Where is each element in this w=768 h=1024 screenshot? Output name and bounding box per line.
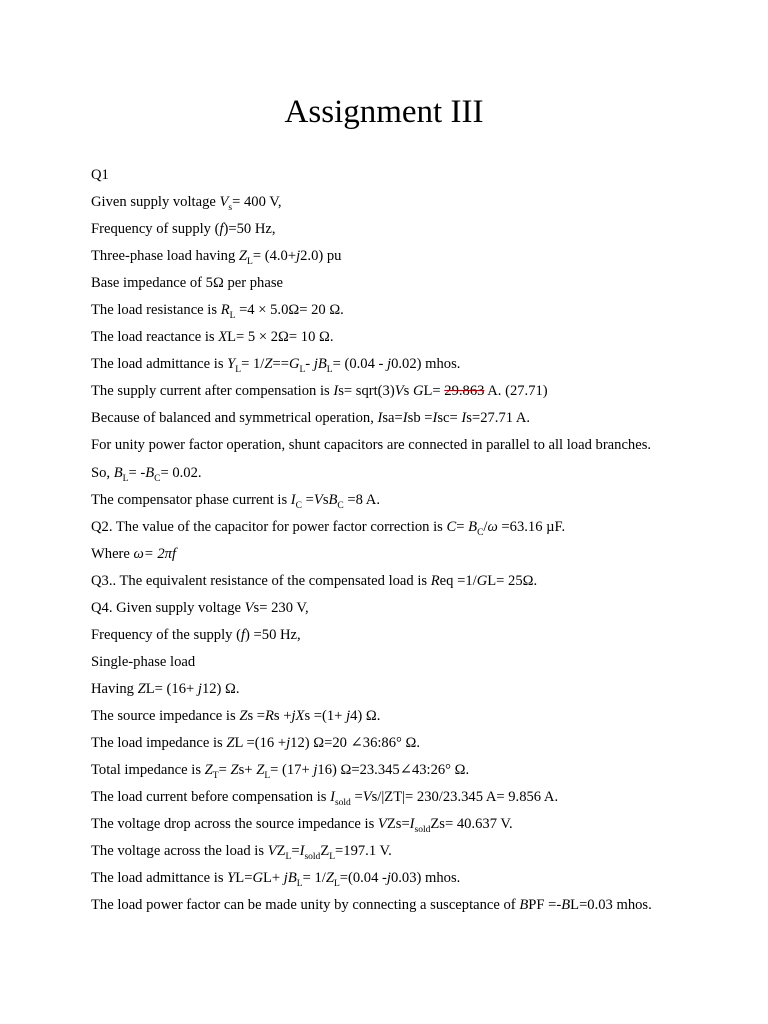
text-segment: L= 25Ω. (487, 572, 538, 589)
text-segment: s (228, 202, 233, 213)
text-segment: V (394, 383, 404, 400)
text-segment: j (197, 680, 202, 697)
text-segment: j (313, 762, 318, 779)
text-segment: The source impedance is (91, 707, 240, 724)
text-line-omega-definition (91, 541, 731, 568)
text-segment: s (322, 491, 329, 508)
text-segment: I (377, 410, 383, 427)
text-segment: V (377, 816, 387, 833)
text-segment: I (432, 410, 438, 427)
text-segment: 12) Ω=20 ∠36:86° Ω. (290, 734, 421, 751)
text-segment: =197.1 V. (335, 843, 392, 860)
text-segment: =8 A. (343, 491, 380, 508)
text-segment: I (290, 491, 296, 508)
text-segment: 16) Ω=23.345∠43:26° Ω. (317, 762, 470, 779)
text-segment: The load current before compensation is (91, 789, 331, 806)
text-segment: s =(1+ (304, 707, 347, 724)
text-segment: Zs= 40.637 V. (430, 816, 513, 833)
text-segment: Q1 (91, 167, 109, 183)
text-segment: Z (137, 680, 146, 697)
text-segment: = (17+ (270, 762, 314, 779)
text-segment: Z (320, 843, 330, 860)
text-segment: = - (128, 464, 146, 481)
text-segment: Z (325, 870, 334, 887)
text-segment: L= (16+ (145, 680, 198, 697)
text-segment: V (219, 194, 229, 211)
text-segment: Q4. Given supply voltage (91, 599, 245, 616)
text-segment: So, (91, 464, 114, 481)
text-segment: Z (276, 843, 286, 860)
text-segment: L= (423, 383, 445, 400)
text-segment: L (247, 257, 253, 268)
text-segment: L (333, 879, 340, 890)
text-segment: f (219, 221, 224, 238)
text-segment: For unity power factor operation, shunt capacitors are connected in parallel to all load branches. (91, 437, 652, 454)
text-segment: L (235, 365, 242, 376)
text-segment: Z (256, 762, 265, 779)
text-segment: 0.02) mhos. (391, 356, 461, 373)
text-segment: = 0.02. (160, 464, 202, 481)
text-segment: jB (313, 356, 327, 373)
text-segment: 12) Ω. (201, 680, 240, 697)
text-line-load-admittance (91, 351, 731, 378)
text-segment: L+ (263, 870, 284, 887)
text-segment: The load reactance is (91, 329, 219, 346)
text-line-load-current (91, 784, 731, 811)
text-segment: j (346, 707, 351, 724)
text-segment: L =(16 + (234, 734, 287, 751)
text-segment: Q2. The value of the capacitor for power factor correction is (91, 518, 447, 535)
text-line-voltage-drop (91, 811, 731, 838)
text-line-load-voltage (91, 838, 731, 865)
text-segment: Z (264, 356, 273, 373)
text-segment: j (286, 734, 291, 751)
text-line-load-admittance-q4 (91, 865, 731, 892)
text-segment: R (265, 707, 274, 724)
text-segment: The voltage across the load is (91, 843, 268, 860)
text-segment: Z (226, 734, 235, 751)
text-segment: = (291, 843, 300, 860)
text-segment: G (412, 383, 424, 400)
text-line-balanced-operation (91, 405, 731, 432)
text-segment: Having (91, 680, 138, 697)
text-line-supply-frequency (91, 216, 731, 243)
text-segment: j (296, 248, 301, 265)
text-segment: )=50 Hz, (223, 221, 276, 238)
text-segment: =(0.04 - (339, 870, 387, 887)
text-segment: L (285, 852, 292, 863)
text-segment: sa= (382, 410, 403, 427)
text-segment: Q3.. The equivalent resistance of the compensated load is (91, 572, 431, 589)
text-segment: V (313, 491, 323, 508)
text-segment: L (299, 365, 306, 376)
text-segment: = (350, 789, 363, 806)
text-segment: 0.03) mhos. (390, 870, 461, 887)
text-segment: =63.16 µF. (497, 518, 566, 535)
text-line-total-impedance (91, 757, 731, 784)
text-segment: = (218, 762, 231, 779)
text-line-load-impedance (91, 730, 731, 757)
text-segment: sb = (407, 410, 433, 427)
text-segment: The load admittance is (91, 356, 228, 373)
text-segment: I (409, 816, 415, 833)
text-segment: jB (283, 870, 297, 887)
text-segment: Three-phase load having (91, 248, 239, 265)
text-segment: Y (227, 870, 236, 887)
text-segment: G (288, 356, 300, 373)
text-segment: V (244, 599, 254, 616)
text-segment: Frequency of supply ( (91, 221, 220, 238)
text-segment: Total impedance is (91, 762, 205, 779)
text-segment: = (302, 491, 314, 508)
text-line-load-resistance (91, 297, 731, 324)
text-segment: C (337, 500, 344, 511)
document-body (91, 162, 731, 919)
text-segment: The voltage drop across the source impedance is (91, 816, 378, 833)
text-segment: PF =- (528, 897, 562, 914)
text-segment: j (386, 870, 391, 887)
text-segment: L= 5 × 2Ω= 10 Ω. (227, 329, 334, 346)
text-segment: = (4.0+ (252, 248, 297, 265)
text-segment: ω (487, 518, 498, 535)
text-line-load-having (91, 676, 731, 703)
text-line-q4-supply-voltage (91, 595, 731, 622)
text-segment: X (218, 329, 228, 346)
text-segment: B (468, 518, 478, 535)
text-line-compensator-current (91, 487, 731, 514)
text-segment: Because of balanced and symmetrical operation, (91, 410, 378, 427)
text-line-unity-pf-statement (91, 432, 731, 459)
text-segment: L=0.03 mhos. (570, 897, 652, 914)
text-segment: T (212, 770, 219, 781)
text-segment: R (220, 302, 230, 319)
text-segment: L (122, 473, 129, 484)
text-segment: / (483, 518, 488, 535)
text-segment: B (561, 897, 571, 914)
text-segment: Frequency of the supply ( (91, 626, 241, 643)
text-segment: 2.0) pu (300, 248, 342, 265)
text-segment: =4 × 5.0Ω= 20 Ω. (235, 302, 344, 319)
text-segment: = 400 V, (232, 194, 282, 211)
text-line-supply-voltage (91, 189, 731, 216)
text-segment: I (330, 789, 335, 806)
text-segment: sold (334, 797, 351, 808)
text-segment: s= 230 V, (253, 599, 309, 616)
text-segment: L (326, 365, 333, 376)
text-segment: s = (247, 707, 265, 724)
text-segment: L= (235, 870, 253, 887)
text-segment: Given supply voltage (91, 194, 220, 211)
text-segment: s= sqrt(3) (338, 383, 395, 400)
text-segment: R (430, 572, 440, 589)
text-segment: The compensator phase current is (91, 491, 291, 508)
text-segment: G (476, 572, 488, 589)
text-segment: The load admittance is (91, 870, 228, 887)
text-line-unity-pf-susceptance (91, 892, 731, 919)
text-segment: = (456, 518, 469, 535)
text-segment: A. (27.71) (484, 383, 548, 400)
text-line-q2-capacitor (91, 514, 731, 541)
text-segment: f (240, 626, 246, 643)
page-title: Assignment III (284, 94, 484, 130)
text-segment: The load impedance is (91, 734, 227, 751)
text-line-q1-heading (91, 162, 731, 189)
text-segment: s + (273, 707, 292, 724)
text-segment: V (267, 843, 277, 860)
text-line-load-reactance (91, 324, 731, 351)
text-segment: I (333, 383, 339, 400)
text-segment: jX (291, 707, 305, 724)
text-segment: The supply current after compensation is (91, 383, 334, 400)
text-line-source-impedance (91, 703, 731, 730)
text-segment: I (402, 410, 408, 427)
text-segment: eq =1/ (439, 572, 477, 589)
text-segment: Z (238, 248, 248, 265)
text-segment: sold (414, 825, 431, 836)
text-segment: C (446, 518, 457, 535)
text-segment: The load power factor can be made unity by connecting a susceptance of (91, 897, 520, 914)
text-line-q4-frequency (91, 622, 731, 649)
text-line-load-impedance-pu (91, 243, 731, 270)
text-segment: Z (204, 762, 213, 779)
text-segment: L (229, 311, 236, 322)
text-segment: C (154, 473, 161, 484)
text-line-base-impedance (91, 270, 731, 297)
text-line-supply-current (91, 378, 731, 405)
text-segment: L (329, 852, 336, 863)
text-segment: Base impedance of 5Ω per phase (91, 275, 283, 292)
text-segment: C (295, 500, 302, 511)
text-segment: Z (230, 762, 239, 779)
text-line-q3-resistance (91, 568, 731, 595)
text-segment: sold (304, 852, 321, 863)
text-line-susceptance (91, 460, 731, 487)
text-segment: == (272, 356, 289, 373)
text-segment: C (477, 527, 484, 538)
text-segment: = (0.04 - (332, 356, 388, 373)
text-segment: Zs= (386, 816, 410, 833)
text-segment: B (328, 491, 338, 508)
text-segment: B (113, 464, 123, 481)
text-segment: s+ (238, 762, 257, 779)
text-segment: I (299, 843, 305, 860)
text-segment: L (296, 879, 303, 890)
text-segment: = 1/ (302, 870, 326, 887)
text-segment: L (264, 770, 271, 781)
text-segment: s=27.71 A. (466, 410, 531, 427)
text-segment: V (362, 789, 372, 806)
text-segment: sc= (437, 410, 462, 427)
text-segment: Where (91, 545, 134, 562)
text-segment: The load resistance is (91, 302, 221, 319)
text-segment: j (387, 356, 392, 373)
text-segment: s/|ZT|= 230/23.345 A= 9.856 A. (371, 789, 559, 806)
text-line-single-phase-load (91, 649, 731, 676)
text-segment: Single-phase load (91, 653, 196, 670)
text-segment: - (305, 356, 314, 373)
text-segment: 4) Ω. (350, 707, 381, 724)
text-segment: G (252, 870, 263, 887)
text-segment: B (145, 464, 155, 481)
text-segment: ω= 2πf (133, 545, 177, 562)
text-segment: s (403, 383, 413, 400)
text-segment: 29.863 (444, 383, 485, 400)
text-segment: Y (227, 356, 236, 373)
text-segment: = 1/ (241, 356, 265, 373)
text-segment: I (461, 410, 467, 427)
text-segment: Z (239, 707, 248, 724)
text-segment: ) =50 Hz, (245, 626, 301, 643)
text-segment: B (519, 897, 529, 914)
